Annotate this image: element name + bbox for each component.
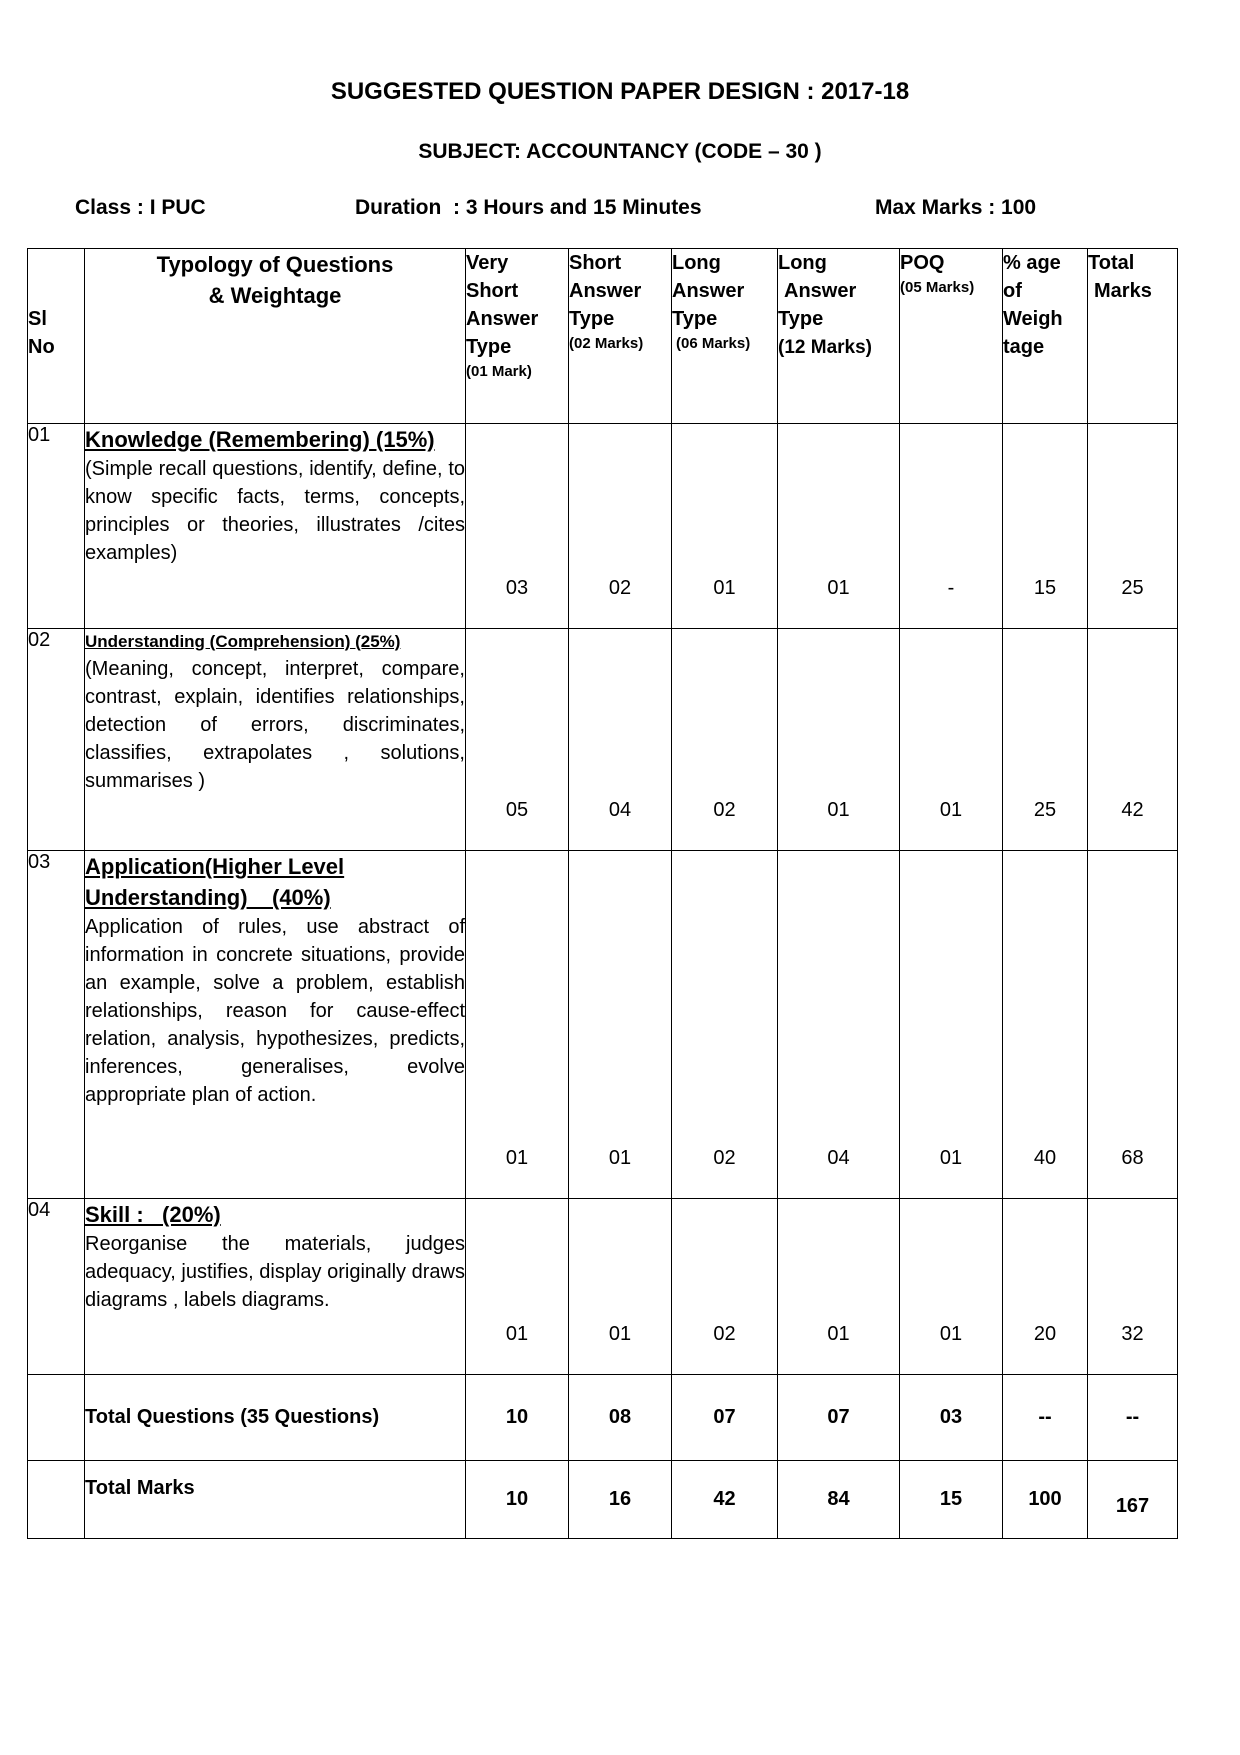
row-slno: 03 bbox=[28, 851, 85, 1199]
cell-value: 42 bbox=[1088, 629, 1178, 851]
header-text: Long bbox=[672, 252, 721, 274]
cell-value: 32 bbox=[1088, 1199, 1178, 1375]
cell-value: 15 bbox=[900, 1461, 1003, 1539]
row-description bbox=[85, 1199, 466, 1375]
cell-value: 42 bbox=[672, 1461, 778, 1539]
cell-value: 05 bbox=[466, 629, 569, 851]
header-row bbox=[28, 249, 1178, 424]
header-text: tage bbox=[1003, 336, 1045, 358]
cell-value: 167 bbox=[1088, 1461, 1178, 1539]
row-heading: Knowledge (Remembering) (15%) bbox=[85, 427, 435, 452]
total-questions-row bbox=[28, 1375, 1178, 1461]
header-marks: (06 Marks) bbox=[676, 335, 751, 352]
cell-value: 25 bbox=[1088, 424, 1178, 629]
row-heading: Skill : (20%) bbox=[85, 1202, 221, 1227]
total-questions-label: Total Questions (35 Questions) bbox=[85, 1375, 466, 1461]
cell-value: 01 bbox=[900, 1199, 1003, 1375]
cell-value: 02 bbox=[569, 424, 672, 629]
document-title: SUGGESTED QUESTION PAPER DESIGN : 2017-18 bbox=[330, 78, 910, 105]
cell-value: 02 bbox=[672, 851, 778, 1199]
row-description bbox=[85, 629, 466, 851]
col-header-slno bbox=[28, 249, 85, 424]
header-text: Answer bbox=[784, 280, 857, 302]
col-header-very-short-answer bbox=[466, 249, 569, 424]
total-marks-label: Total Marks bbox=[85, 1461, 466, 1539]
table-row bbox=[28, 1199, 1178, 1375]
row-text: Reorganise the materials, judges adequacy, justifies, display originally draws diagrams , labels diagrams. bbox=[85, 1233, 465, 1311]
col-header-total-marks bbox=[1088, 249, 1178, 424]
header-text: Weigh bbox=[1003, 308, 1063, 330]
row-text: (Simple recall questions, identify, define, to know specific facts, terms, concepts, principles or theories, illustrates /cites examples) bbox=[85, 458, 465, 564]
col-header-slno-line2: No bbox=[28, 336, 55, 358]
cell-value: 02 bbox=[672, 1199, 778, 1375]
header-text: Short bbox=[569, 252, 622, 274]
header-text: POQ bbox=[900, 252, 945, 274]
header-text: Short bbox=[466, 280, 519, 302]
cell-value: 04 bbox=[778, 851, 900, 1199]
col-header-weightage bbox=[1003, 249, 1088, 424]
cell-value: 84 bbox=[778, 1461, 900, 1539]
col-header-typology bbox=[85, 249, 466, 424]
cell-value: 01 bbox=[778, 424, 900, 629]
empty-cell bbox=[28, 1461, 85, 1539]
cell-value: - bbox=[900, 424, 1003, 629]
total-marks-row bbox=[28, 1461, 1178, 1539]
cell-value: 15 bbox=[1003, 424, 1088, 629]
row-slno: 01 bbox=[28, 424, 85, 629]
row-text: (Meaning, concept, interpret, compare, contrast, explain, identifies relationships, detection of errors, discriminates, classifies, extrapolates , solutions, summarises ) bbox=[85, 658, 465, 792]
header-text: Type bbox=[569, 308, 615, 330]
col-header-slno-line1: Sl bbox=[28, 308, 47, 330]
cell-value: 40 bbox=[1003, 851, 1088, 1199]
header-text: Very bbox=[466, 252, 509, 274]
header-text: Answer bbox=[569, 280, 642, 302]
cell-value: 01 bbox=[900, 851, 1003, 1199]
header-text: % age bbox=[1003, 252, 1061, 274]
header-marks: (02 Marks) bbox=[569, 335, 644, 352]
cell-value: 01 bbox=[900, 629, 1003, 851]
cell-value: 01 bbox=[569, 851, 672, 1199]
cell-value: 01 bbox=[569, 1199, 672, 1375]
question-design-table bbox=[27, 248, 1178, 1539]
header-marks: (12 Marks) bbox=[778, 337, 872, 358]
cell-value: 25 bbox=[1003, 629, 1088, 851]
empty-cell bbox=[28, 1375, 85, 1461]
cell-value: 08 bbox=[569, 1375, 672, 1461]
cell-value: 100 bbox=[1003, 1461, 1088, 1539]
cell-value: 10 bbox=[466, 1375, 569, 1461]
header-text: Type bbox=[466, 336, 512, 358]
cell-value: 07 bbox=[778, 1375, 900, 1461]
cell-value: 02 bbox=[672, 629, 778, 851]
cell-value: 07 bbox=[672, 1375, 778, 1461]
cell-value: 04 bbox=[569, 629, 672, 851]
header-text: Marks bbox=[1094, 280, 1152, 302]
row-heading-line1: Application(Higher Level bbox=[85, 854, 345, 879]
header-text: Answer bbox=[672, 280, 745, 302]
cell-value: 01 bbox=[778, 629, 900, 851]
cell-value: 01 bbox=[672, 424, 778, 629]
header-text: Type bbox=[778, 308, 824, 330]
duration-label: Duration : 3 Hours and 15 Minutes bbox=[355, 196, 702, 219]
row-heading-line2: Understanding) (40%) bbox=[85, 885, 331, 910]
class-label: Class : I PUC bbox=[75, 196, 206, 219]
cell-value: 01 bbox=[466, 1199, 569, 1375]
subject-line: SUBJECT: ACCOUNTANCY (CODE – 30 ) bbox=[418, 140, 822, 163]
cell-value: 01 bbox=[466, 851, 569, 1199]
cell-value: 68 bbox=[1088, 851, 1178, 1199]
cell-value: 03 bbox=[900, 1375, 1003, 1461]
row-heading: Understanding (Comprehension) (25%) bbox=[85, 632, 401, 651]
table-row bbox=[28, 424, 1178, 629]
header-text: Total bbox=[1088, 252, 1135, 274]
col-header-typology-line2: & Weightage bbox=[208, 283, 342, 308]
col-header-long-answer-6 bbox=[672, 249, 778, 424]
cell-value: 20 bbox=[1003, 1199, 1088, 1375]
row-slno: 04 bbox=[28, 1199, 85, 1375]
col-header-poq bbox=[900, 249, 1003, 424]
table-row bbox=[28, 629, 1178, 851]
col-header-long-answer-12 bbox=[778, 249, 900, 424]
cell-value: -- bbox=[1003, 1375, 1088, 1461]
row-slno: 02 bbox=[28, 629, 85, 851]
header-text: Long bbox=[778, 252, 827, 274]
header-marks: (05 Marks) bbox=[900, 279, 975, 296]
header-marks: (01 Mark) bbox=[466, 363, 532, 380]
header-text: Type bbox=[672, 308, 718, 330]
cell-value: -- bbox=[1088, 1375, 1178, 1461]
cell-value: 10 bbox=[466, 1461, 569, 1539]
cell-value: 01 bbox=[778, 1199, 900, 1375]
max-marks-label: Max Marks : 100 bbox=[875, 196, 1037, 219]
col-header-short-answer bbox=[569, 249, 672, 424]
cell-value: 03 bbox=[466, 424, 569, 629]
cell-value: 16 bbox=[569, 1461, 672, 1539]
row-text: Application of rules, use abstract of information in concrete situations, provide an example, solve a problem, establish relationships, reason for cause-effect relation, analysis, hypothesizes, predicts, inferences, generalises, evolve appropriate plan of action. bbox=[85, 916, 465, 1106]
row-description bbox=[85, 424, 466, 629]
header-text: Answer bbox=[466, 308, 539, 330]
col-header-typology-line1: Typology of Questions bbox=[156, 252, 394, 277]
table-row bbox=[28, 851, 1178, 1199]
row-description bbox=[85, 851, 466, 1199]
header-text: of bbox=[1003, 280, 1022, 302]
